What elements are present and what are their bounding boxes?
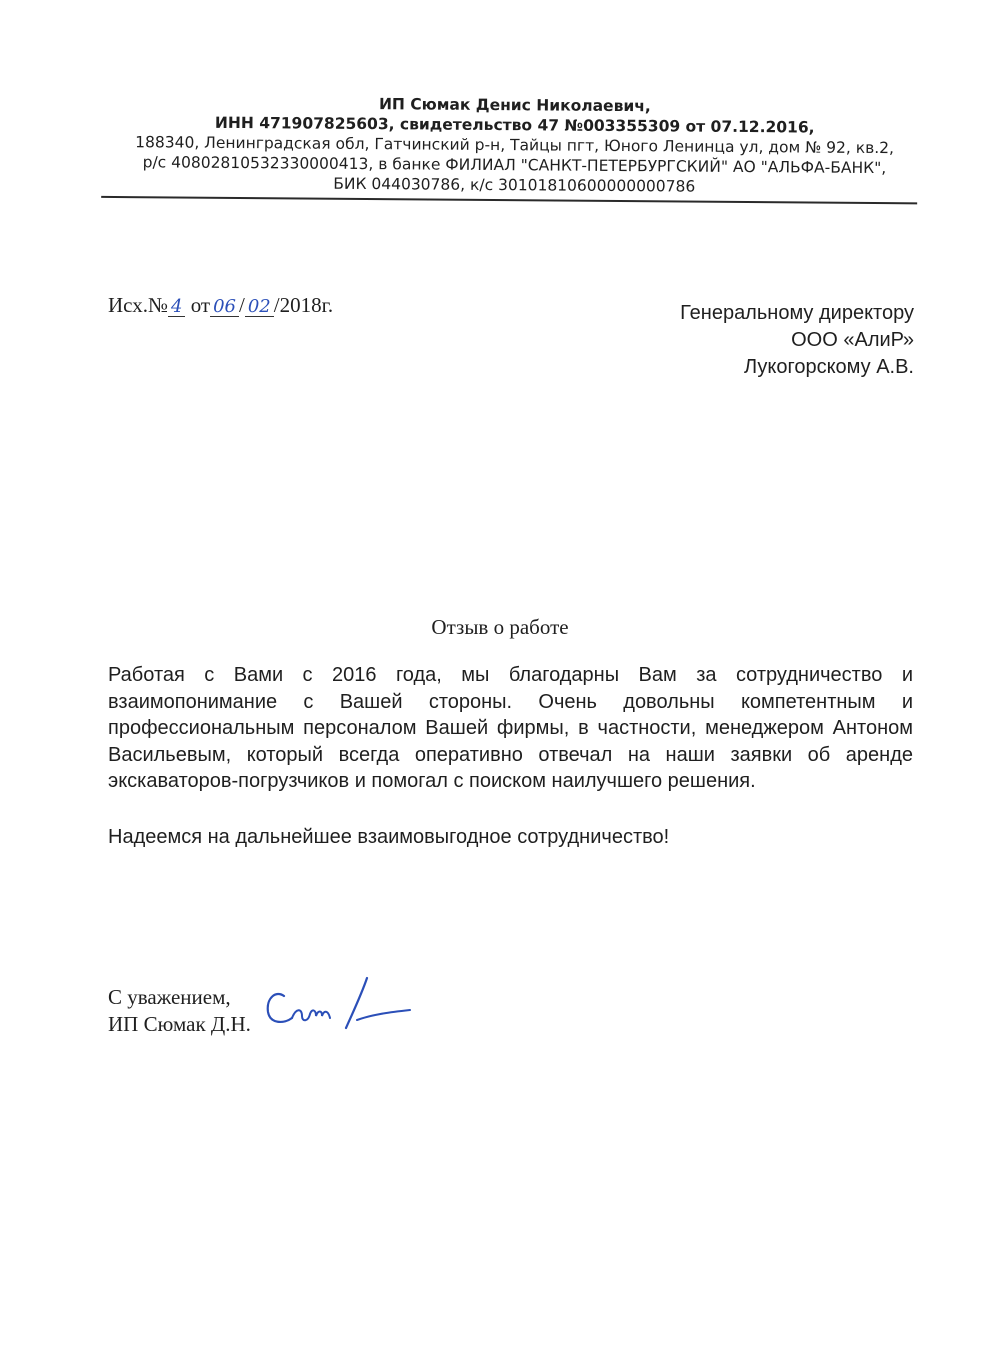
- outgoing-year: 2018г.: [279, 293, 334, 317]
- addressee-block: [680, 300, 914, 381]
- signoff-name: ИП Сюмак Д.Н.: [108, 1012, 251, 1036]
- outgoing-reference: Исх.№ 4 от 06 / 02 /2018г.: [108, 293, 334, 317]
- outgoing-number: 4: [168, 298, 185, 317]
- letterhead: [109, 92, 920, 204]
- letter-title: Отзыв о работе: [431, 615, 569, 639]
- handwritten-signature: [262, 968, 422, 1038]
- outgoing-month: 02: [245, 298, 274, 317]
- outgoing-prefix: Исх.№: [108, 293, 168, 317]
- signoff-regards: С уважением,: [108, 985, 231, 1009]
- letter-body: Работая с Вами с 2016 года, мы благодарны Вам за сотрудничество и взаимопонимание с Вашей стороны. Очень довольны компетентным и профессиональным персоналом Вашей фирмы, в частности, менеджером Антоном Васильевым, который всегда оперативно отвечал на наши заявки об аренде экскаваторов-погрузчиков и помогал с поиском наилучшего решения.: [108, 664, 913, 792]
- outgoing-from-label: от: [190, 293, 211, 317]
- letterhead-address: 188340, Ленинградская обл, Гатчинский р-н, Тайцы пгт, Юного Ленинца ул, дом № 92, кв.2,: [135, 133, 895, 158]
- addressee-name: Лукогорскому А.В.: [744, 356, 914, 378]
- letterhead-name: ИП Сюмак Денис Николаевич,: [378, 95, 651, 116]
- letterhead-bik: БИК 044030786, к/с 30101810600000000786: [333, 174, 696, 196]
- letter-closing: Надеемся на дальнейшее взаимовыгодное сотрудничество!: [108, 826, 670, 848]
- outgoing-day: 06: [210, 298, 239, 317]
- signoff-block: [108, 984, 251, 1038]
- addressee-company: ООО «АлиР»: [791, 329, 914, 351]
- letterhead-inn: ИНН 471907825603, свидетельство 47 №003355309 от 07.12.2016,: [214, 113, 815, 137]
- letterhead-bank-account: р/с 40802810532330000413, в банке ФИЛИАЛ "САНКТ-ПЕТЕРБУРГСКИЙ" АО "АЛЬФА-БАНК",: [142, 153, 887, 178]
- addressee-position: Генеральному директору: [680, 302, 914, 324]
